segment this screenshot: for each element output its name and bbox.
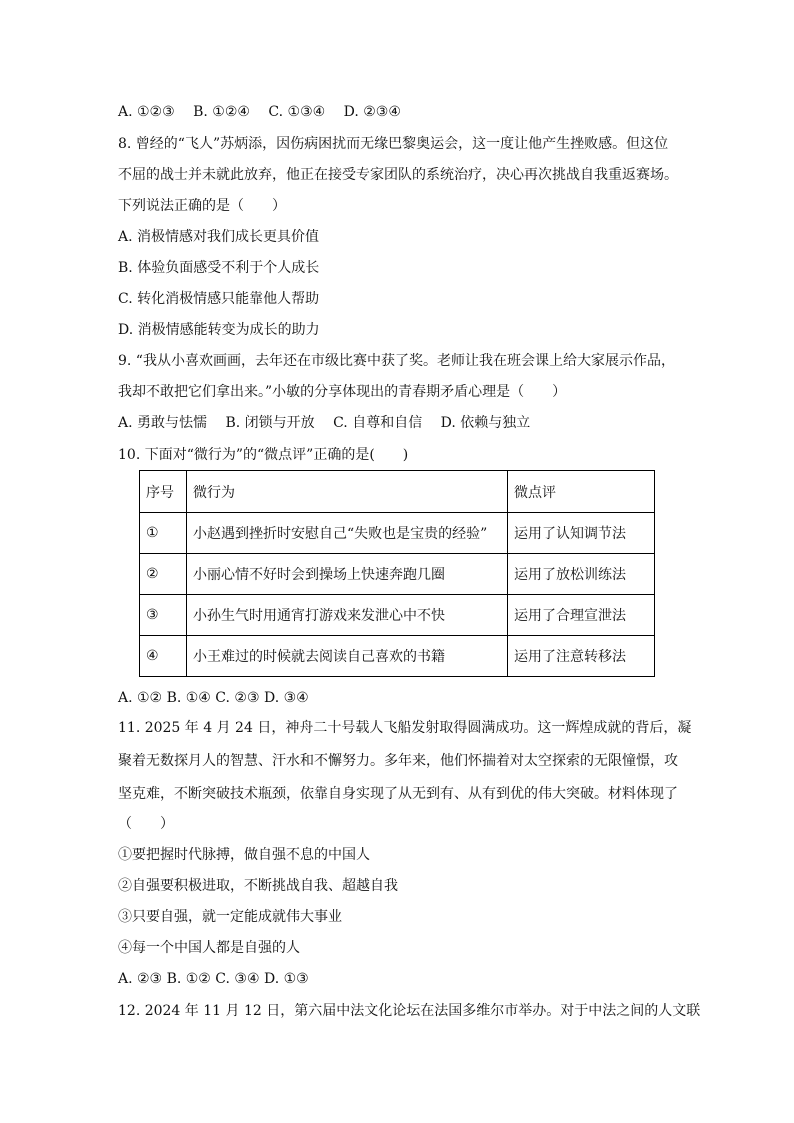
table-row [140,595,655,636]
q9-stem-line-2: 我却不敢把它们拿出来。”小敏的分享体现出的青春期矛盾心理是（ ） [118,384,567,400]
q11-stem-line-1: 11. 2025 年 4 月 24 日，神舟二十号载人飞船发射取得圆满成功。这一辉煌成就的背后，凝 [118,720,692,736]
q8-option-a: A. 消极情感对我们成长更具价值 [118,229,320,245]
q10-stem: 10. 下面对“微行为”的“微点评”正确的是( ) [118,447,409,463]
q11-stem-line-2: 聚着无数探月人的智慧、汗水和不懈努力。多年来，他们怀揣着对太空探索的无限憧憬，攻 [118,753,678,769]
q7-options: A. ①②③ B. ①②④ C. ①③④ D. ②③④ [118,104,401,120]
table-header-row [140,471,655,513]
q11-stem-line-4: （ ） [118,816,174,832]
table-cell: ④ [140,636,187,677]
q12-stem-line-1: 12. 2024 年 11 月 12 日，第六届中法文化论坛在法国多维尔市举办。对于中法之间的人文联 [118,1003,701,1019]
table-cell: 小王难过的时候就去阅读自己喜欢的书籍 [187,636,508,677]
q11-options: A. ②③ B. ①② C. ③④ D. ①③ [118,971,309,987]
table-cell: 运用了注意转移法 [508,636,655,677]
q9-stem-line-1: 9. “我从小喜欢画画，去年还在市级比赛中获了奖。老师让我在班会课上给大家展示作品， [118,353,675,369]
table-cell: ① [140,513,187,554]
q9-options: A. 勇敢与怯懦 B. 闭锁与开放 C. 自尊和自信 D. 依赖与独立 [118,415,531,431]
table-cell: ② [140,554,187,595]
table-cell: 小孙生气时用通宵打游戏来发泄心中不快 [187,595,508,636]
q11-statement-3: ③只要自强，就一定能成就伟大事业 [118,909,342,925]
table-row [140,513,655,554]
table-header-cell: 微行为 [187,471,508,513]
table-row [140,636,655,677]
q8-option-b: B. 体验负面感受不利于个人成长 [118,260,320,276]
table-header-cell: 微点评 [508,471,655,513]
table-cell: 运用了认知调节法 [508,513,655,554]
q10-table [139,470,655,677]
q10-options: A. ①② B. ①④ C. ②③ D. ③④ [118,690,309,706]
table-header-cell: 序号 [140,471,187,513]
q11-stem-line-3: 坚克难，不断突破技术瓶颈，依靠自身实现了从无到有、从有到优的伟大突破。材料体现了 [118,786,678,802]
table-cell: ③ [140,595,187,636]
q8-option-c: C. 转化消极情感只能靠他人帮助 [118,291,320,307]
table-cell: 运用了合理宣泄法 [508,595,655,636]
q8-stem-line-1: 8. 曾经的“飞人”苏炳添，因伤病困扰而无缘巴黎奥运会，这一度让他产生挫败感。但这位 [118,136,669,152]
q11-statement-1: ①要把握时代脉搏，做自强不息的中国人 [118,847,370,863]
q8-stem-line-3: 下列说法正确的是（ ） [118,198,286,214]
q8-stem-line-2: 不屈的战士并未就此放弃，他正在接受专家团队的系统治疗，决心再次挑战自我重返赛场。 [118,167,678,183]
q8-option-d: D. 消极情感能转变为成长的助力 [118,322,320,338]
q11-statement-4: ④每一个中国人都是自强的人 [118,940,300,956]
q11-statement-2: ②自强要积极进取，不断挑战自我、超越自我 [118,878,398,894]
table-cell: 运用了放松训练法 [508,554,655,595]
table-row [140,554,655,595]
table-cell: 小丽心情不好时会到操场上快速奔跑几圈 [187,554,508,595]
table-cell: 小赵遇到挫折时安慰自己“失败也是宝贵的经验” [187,513,508,554]
